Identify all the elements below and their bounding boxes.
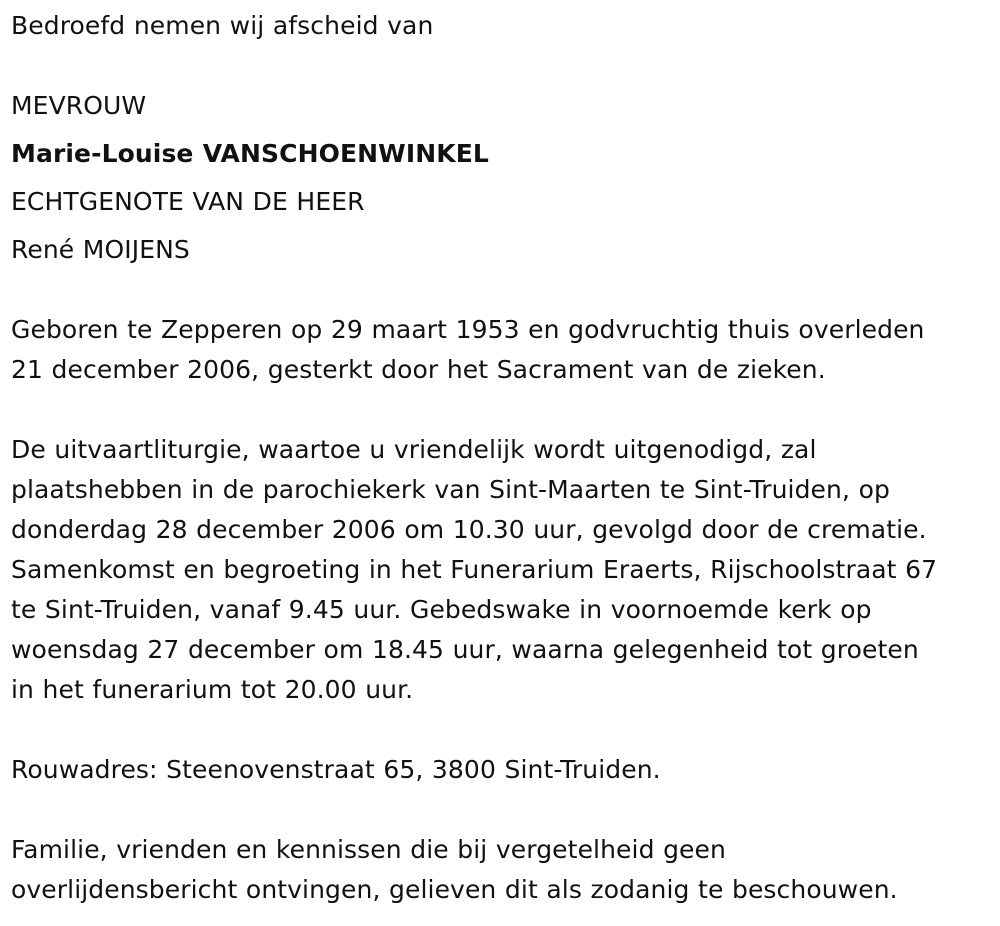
closing-line: Familie, vrienden en kennissen die bij vergetelheid geen xyxy=(11,835,726,864)
deceased-name: Marie-Louise VANSCHOENWINKEL xyxy=(11,139,489,168)
spouse-name: René MOIJENS xyxy=(11,235,190,264)
mourning-address: Rouwadres: Steenovenstraat 65, 3800 Sint-Truiden. xyxy=(11,755,661,784)
title-prefix: MEVROUW xyxy=(11,91,147,120)
funeral-line: plaatshebben in de parochiekerk van Sint-Maarten te Sint-Truiden, op xyxy=(11,475,890,504)
funeral-line: De uitvaartliturgie, waartoe u vriendelijk wordt uitgenodigd, zal xyxy=(11,435,817,464)
funeral-line: donderdag 28 december 2006 om 10.30 uur, gevolgd door de crematie. xyxy=(11,515,927,544)
funeral-line: woensdag 27 december om 18.45 uur, waarna gelegenheid tot groeten xyxy=(11,635,919,664)
intro-text: Bedroefd nemen wij afscheid van xyxy=(11,11,434,40)
birth-death-line: Geboren te Zepperen op 29 maart 1953 en godvruchtig thuis overleden xyxy=(11,315,925,344)
relation-text: ECHTGENOTE VAN DE HEER xyxy=(11,187,365,216)
funeral-line: Samenkomst en begroeting in het Funerarium Eraerts, Rijschoolstraat 67 xyxy=(11,555,938,584)
closing-line: overlijdensbericht ontvingen, gelieven dit als zodanig te beschouwen. xyxy=(11,875,898,904)
funeral-line: in het funerarium tot 20.00 uur. xyxy=(11,675,414,704)
funeral-line: te Sint-Truiden, vanaf 9.45 uur. Gebedswake in voornoemde kerk op xyxy=(11,595,872,624)
birth-death-line: 21 december 2006, gesterkt door het Sacrament van de zieken. xyxy=(11,355,826,384)
